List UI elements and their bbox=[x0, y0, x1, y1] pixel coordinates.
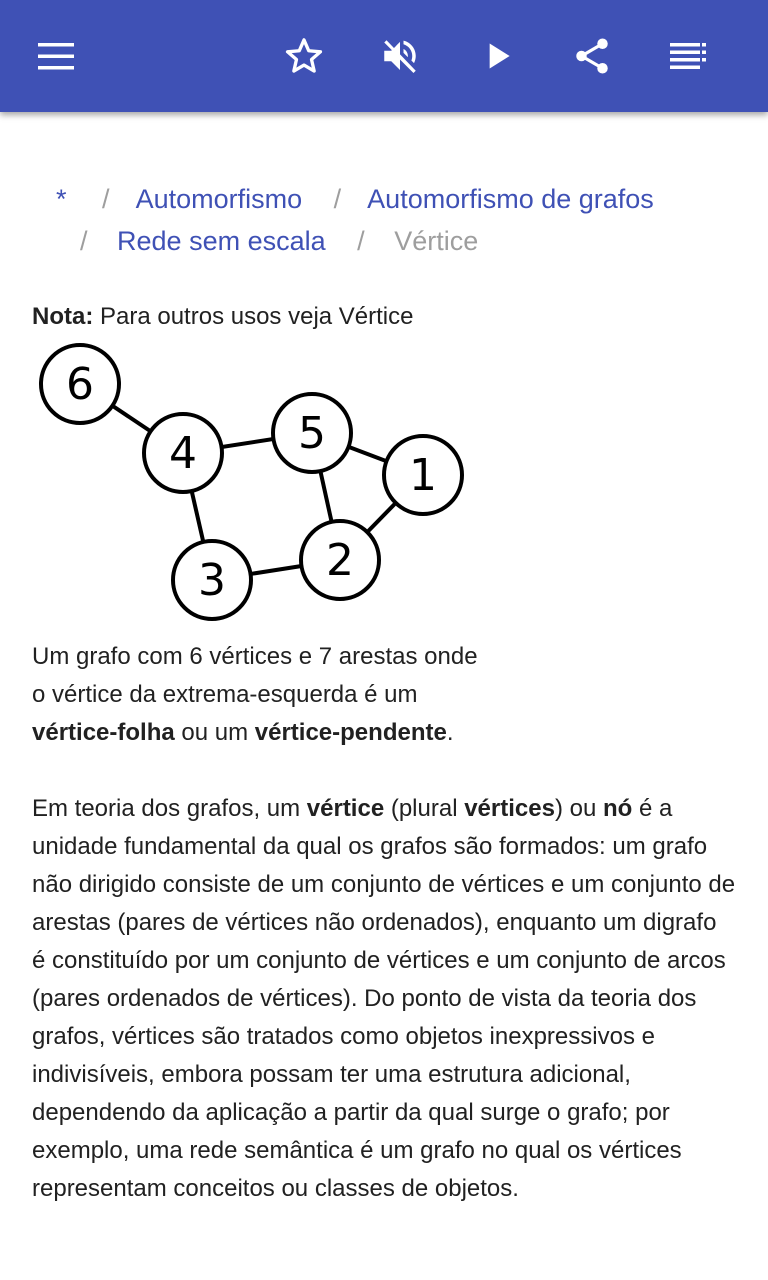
article-paragraph bbox=[32, 790, 736, 1208]
menu-button[interactable] bbox=[26, 26, 86, 86]
article-text: Em teoria dos grafos, um bbox=[32, 795, 307, 822]
share-icon bbox=[571, 35, 613, 77]
breadcrumb-item-automorfismo-de-grafos[interactable]: Automorfismo de grafos bbox=[367, 184, 654, 214]
volume-off-icon bbox=[379, 35, 421, 77]
caption-text: Um grafo com 6 vértices e 7 arestas onde o vértice da extrema-esquerda é um bbox=[32, 643, 478, 708]
note-label: Nota: bbox=[32, 303, 94, 330]
breadcrumb-separator: / bbox=[357, 226, 365, 256]
graph-node-label: 1 bbox=[409, 450, 437, 501]
app-bar bbox=[0, 0, 768, 112]
article-bold-term: vértices bbox=[464, 795, 555, 822]
note-text[interactable]: Para outros usos veja Vértice bbox=[93, 303, 414, 330]
breadcrumb-separator: / bbox=[80, 226, 88, 256]
graph-node-label: 2 bbox=[326, 535, 354, 586]
star-icon bbox=[283, 35, 325, 77]
play-icon bbox=[478, 36, 518, 76]
article-bold-term: nó bbox=[602, 795, 633, 822]
breadcrumb-separator: / bbox=[333, 184, 342, 214]
graph-node-label: 6 bbox=[66, 359, 94, 410]
play-button[interactable] bbox=[468, 26, 528, 86]
caption-bold-term: vértice-pendente bbox=[254, 719, 447, 746]
breadcrumb-item-home[interactable]: * bbox=[56, 184, 67, 214]
favorite-button[interactable] bbox=[274, 26, 334, 86]
contents-button[interactable] bbox=[658, 26, 718, 86]
breadcrumb-item-automorfismo[interactable]: Automorfismo bbox=[135, 184, 303, 214]
graph-illustration bbox=[32, 338, 472, 626]
graph-node-label: 3 bbox=[198, 555, 226, 606]
share-button[interactable] bbox=[562, 26, 622, 86]
breadcrumb-item-rede-sem-escala[interactable]: Rede sem escala bbox=[117, 226, 326, 256]
caption-bold-term: vértice-folha bbox=[32, 719, 175, 746]
breadcrumb-separator: / bbox=[102, 184, 110, 214]
mute-button[interactable] bbox=[370, 26, 430, 86]
article-text: é a unidade fundamental da qual os grafos são formados: um grafo não dirigido consiste de um conjunto de vértices e um conjunto de arestas (pares de vértices não ordenados), enquanto um digrafo é constituído por um conjunto de vértices e um conjunto de arcos (pares ordenados de vértices). Do ponto de vista da teoria dos grafos, vértices são tratados como objetos inexpressivos e indivisíveis, embora possam ter uma estrutura adicional, dependendo da aplicação a partir da qual surge o grafo; por exemplo, uma rede semântica é um grafo no qual os vértices representam conceitos ou classes de objetos. bbox=[32, 795, 736, 1202]
article-text: ) ou bbox=[554, 795, 603, 822]
caption-text: . bbox=[446, 719, 454, 746]
image-caption bbox=[32, 638, 482, 752]
playlist-icon bbox=[668, 36, 708, 76]
hatnote bbox=[32, 298, 413, 336]
graph-node-label: 4 bbox=[169, 428, 197, 479]
article-text: (plural bbox=[384, 795, 465, 822]
graph-node-label: 5 bbox=[298, 408, 326, 459]
article-bold-term: vértice bbox=[306, 795, 385, 822]
breadcrumb-current: Vértice bbox=[394, 226, 479, 256]
menu-icon bbox=[36, 36, 76, 76]
caption-text: ou um bbox=[174, 719, 255, 746]
